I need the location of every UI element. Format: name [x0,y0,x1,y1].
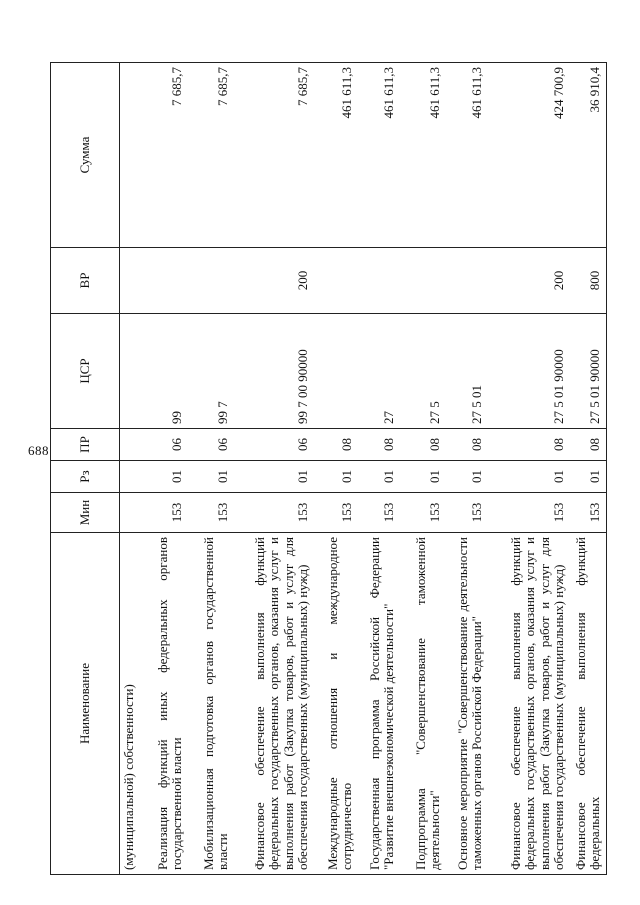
header-rz: Рз [51,461,120,493]
row-min: 153 [488,493,570,533]
row-pr: 06 [234,429,314,461]
row-vr [144,248,188,314]
row-csr: 99 7 [188,314,234,429]
row-min: 153 [446,493,488,533]
row-rz: 01 [188,461,234,493]
header-vr: ВР [51,248,120,314]
row-sum: 461 611,3 [358,63,400,248]
table-row [488,63,570,875]
row-pr: 06 [188,429,234,461]
row-pr: 06 [144,429,188,461]
row-sum: 7 685,7 [234,63,314,248]
table-row [446,63,488,875]
row-sum: 461 611,3 [314,63,358,248]
row-name: Мобилизационная подготовка органов государственной власти [188,533,234,875]
row-vr [120,248,144,314]
row-min: 153 [234,493,314,533]
row-sum: 7 685,7 [144,63,188,248]
table-row [234,63,314,875]
row-pr [120,429,144,461]
row-sum: 36 910,4 [570,63,607,248]
header-min: Мин [51,493,120,533]
row-vr: 200 [488,248,570,314]
table-row [400,63,446,875]
rotated-page [50,55,602,875]
row-rz: 01 [488,461,570,493]
row-vr [400,248,446,314]
row-vr [188,248,234,314]
row-rz [120,461,144,493]
header-pr: ПР [51,429,120,461]
row-min: 153 [358,493,400,533]
row-sum: 461 611,3 [446,63,488,248]
row-min: 153 [144,493,188,533]
row-vr [314,248,358,314]
table-row [358,63,400,875]
row-vr [358,248,400,314]
row-sum: 461 611,3 [400,63,446,248]
row-name: Финансовое обеспечение выполнения функций федеральных государственных органов, оказания услуг и выполнения работ (Закупка товаров, работ и услуг для обеспечения государственных (муниципальных) нужд) [488,533,570,875]
header-name: Наименование [51,533,120,875]
row-vr [446,248,488,314]
header-csr: ЦСР [51,314,120,429]
row-rz: 01 [446,461,488,493]
row-vr: 800 [570,248,607,314]
row-name: (муниципальной) собственности) [120,533,144,875]
row-vr: 200 [234,248,314,314]
row-csr: 27 5 01 90000 [570,314,607,429]
row-csr: 27 5 [400,314,446,429]
header-sum: Сумма [51,63,120,248]
budget-table [50,62,607,875]
row-csr: 27 5 01 90000 [488,314,570,429]
row-name: Подпрограмма "Совершенствование таможенной деятельности" [400,533,446,875]
row-name: Основное мероприятие "Совершенствование деятельности таможенных органов Российской Федерации" [446,533,488,875]
row-name: Реализация функций иных федеральных органов государственной власти [144,533,188,875]
table-row [144,63,188,875]
row-pr: 08 [446,429,488,461]
row-csr [314,314,358,429]
row-csr: 99 [144,314,188,429]
row-pr: 08 [570,429,607,461]
row-min [120,493,144,533]
row-pr: 08 [488,429,570,461]
row-rz: 01 [314,461,358,493]
table-row [120,63,144,875]
row-name: Финансовое обеспечение выполнения функций федеральных государственных органов, оказания услуг и выполнения работ (Закупка товаров, работ и услуг для обеспечения государственных (муниципальных) нужд) [234,533,314,875]
row-min: 153 [400,493,446,533]
row-min: 153 [188,493,234,533]
table-row [570,63,607,875]
row-min: 153 [570,493,607,533]
row-sum [120,63,144,248]
row-rz: 01 [358,461,400,493]
row-rz: 01 [400,461,446,493]
row-name: Международные отношения и международное сотрудничество [314,533,358,875]
row-csr: 27 [358,314,400,429]
table-row [314,63,358,875]
row-rz: 01 [570,461,607,493]
header-row [51,63,120,875]
row-pr: 08 [314,429,358,461]
page-number: 688 [28,443,49,458]
table-row [188,63,234,875]
row-rz: 01 [234,461,314,493]
row-sum: 7 685,7 [188,63,234,248]
row-name: Финансовое обеспечение выполнения функций федеральных [570,533,607,875]
row-sum: 424 700,9 [488,63,570,248]
row-min: 153 [314,493,358,533]
row-pr: 08 [400,429,446,461]
row-rz: 01 [144,461,188,493]
row-csr: 27 5 01 [446,314,488,429]
row-name: Государственная программа Российской Федерации "Развитие внешнеэкономической деятельности" [358,533,400,875]
row-csr: 99 7 00 90000 [234,314,314,429]
row-csr [120,314,144,429]
row-pr: 08 [358,429,400,461]
